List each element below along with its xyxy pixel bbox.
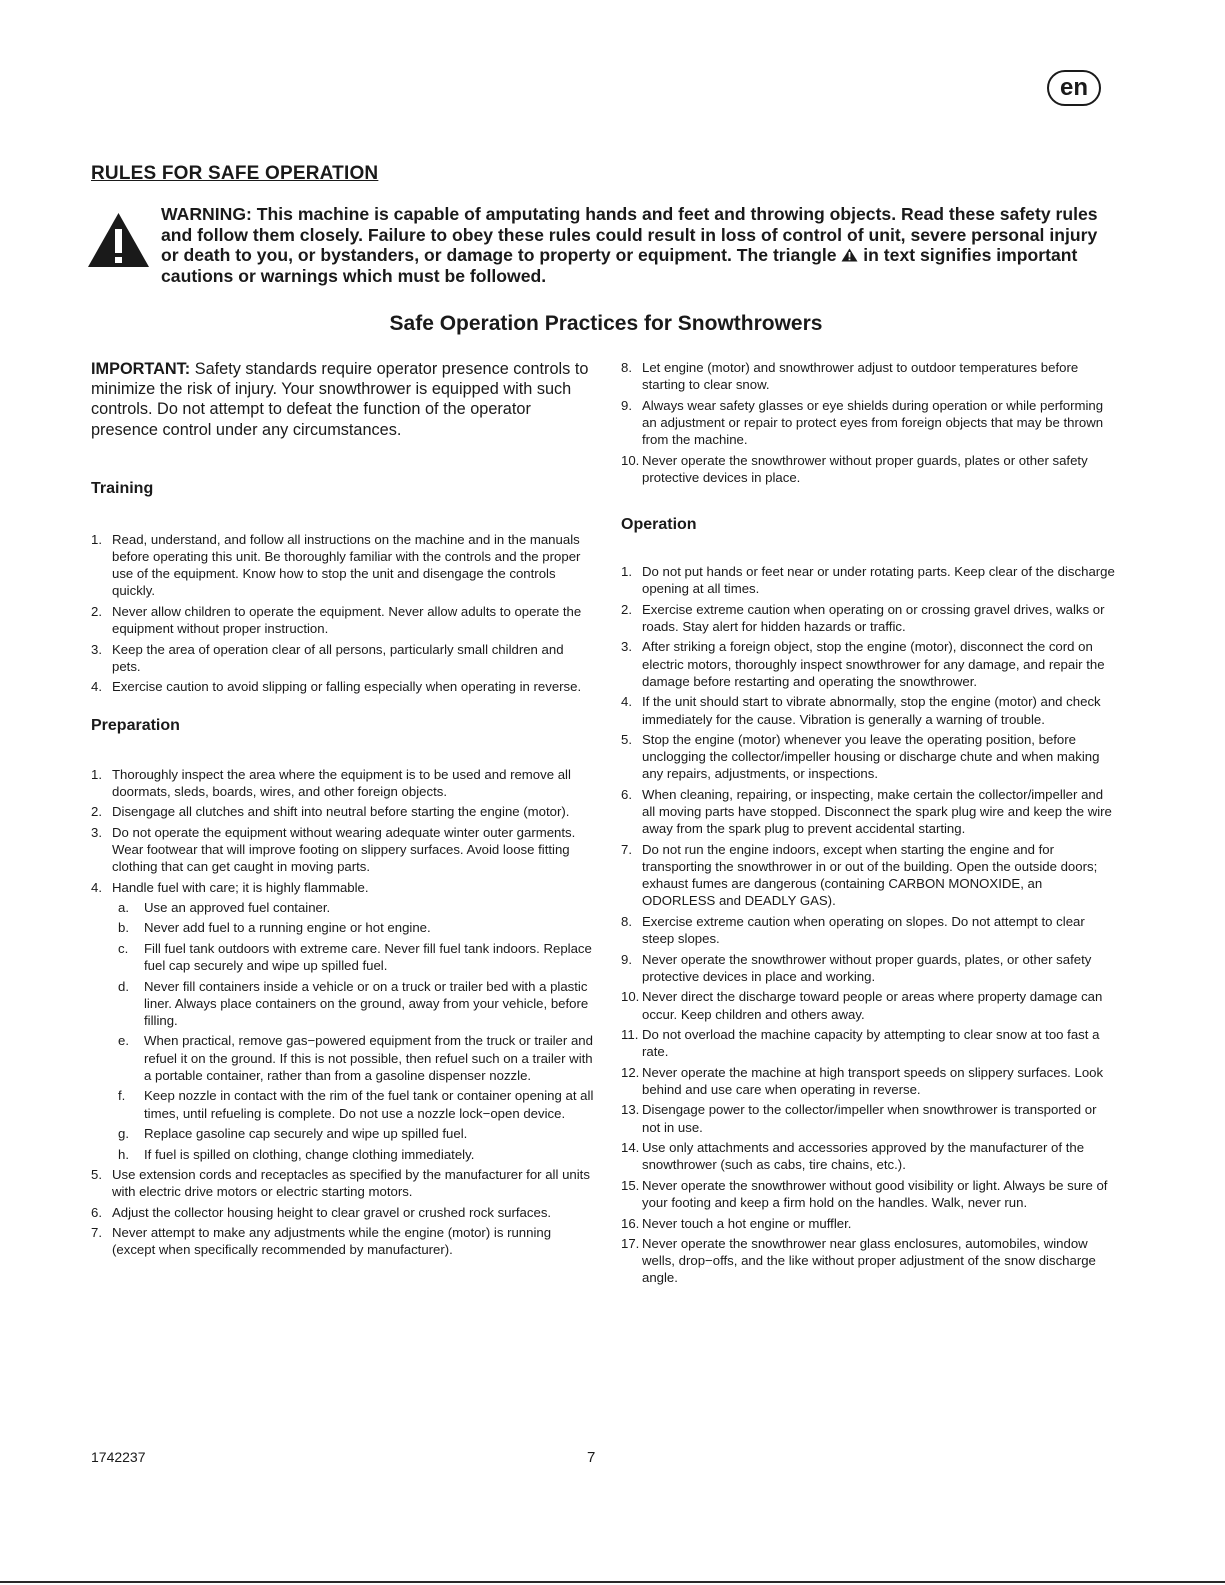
item-text: Never operate the snowthrower without proper guards, plates or other safety protective devices in place. bbox=[642, 452, 1088, 485]
fuel-sublist bbox=[112, 899, 594, 1163]
item-number: 6. bbox=[621, 786, 632, 802]
item-number: 5. bbox=[621, 732, 632, 748]
list-item bbox=[621, 1177, 1118, 1211]
warning-text-end: in text signifies important cautions or warnings which must be followed. bbox=[161, 245, 1078, 286]
item-number: 1. bbox=[621, 564, 632, 580]
item-text: Do not run the engine indoors, except when starting the engine and for transporting the snowthrower in or out of the building. Open the outside doors; exhaust fumes are dangerous (containing CARBON MONOXIDE, an ODORLESS and DEADLY GAS). bbox=[642, 841, 1098, 909]
item-number: 9. bbox=[621, 951, 632, 967]
item-text: Exercise caution to avoid slipping or falling especially when operating in reverse. bbox=[112, 679, 582, 695]
item-text: Never allow children to operate the equipment. Never allow adults to operate the equipment without proper instruction. bbox=[112, 603, 582, 637]
item-text: Read, understand, and follow all instructions on the machine and in the manuals before operating this unit. Be thoroughly familiar with the controls and the proper use of the equipment. Know how to stop the unit and disengage the controls quickly. bbox=[112, 531, 581, 599]
list-item bbox=[91, 1166, 594, 1200]
item-number: 3. bbox=[91, 641, 102, 657]
list-item bbox=[621, 1139, 1118, 1173]
operation-list bbox=[621, 563, 1118, 1287]
left-column bbox=[91, 359, 594, 1262]
item-text: Exercise extreme caution when operating on slopes. Do not attempt to clear steep slopes. bbox=[642, 913, 1085, 947]
list-item bbox=[91, 766, 594, 800]
item-text: Never fill containers inside a vehicle or on a truck or trailer bed with a plastic liner. Always place containers on the ground, away from your vehicle, before filling. bbox=[144, 978, 589, 1028]
list-item bbox=[621, 951, 1118, 985]
item-text: Never attempt to make any adjustments while the engine (motor) is running (except when specifically recommended by manufacturer). bbox=[112, 1225, 552, 1258]
item-text: Keep nozzle in contact with the rim of the fuel tank or container opening at all times, until refueling is complete. Do not use a nozzle lock−open device. bbox=[144, 1088, 594, 1121]
item-text: Never operate the snowthrower without proper guards, plates, or other safety protective devices in place and working. bbox=[642, 951, 1092, 984]
sublist-item bbox=[112, 1032, 594, 1084]
important-label: IMPORTANT: bbox=[91, 360, 191, 378]
item-number: 9. bbox=[621, 397, 632, 413]
item-number: 10. bbox=[621, 989, 640, 1005]
item-text: After striking a foreign object, stop the engine (motor), disconnect the cord on electric motors, thoroughly inspect snowthrower for any damage, and repair the damage before restarting and operating the snowthrower. bbox=[642, 639, 1105, 689]
item-text: Do not overload the machine capacity by attempting to clear snow at too fast a rate. bbox=[642, 1027, 1100, 1060]
list-item bbox=[91, 879, 594, 1163]
item-number: 4. bbox=[91, 679, 102, 695]
list-item bbox=[621, 1064, 1118, 1098]
item-text: Replace gasoline cap securely and wipe up spilled fuel. bbox=[144, 1126, 468, 1142]
bottom-divider bbox=[0, 1581, 1225, 1583]
item-text: When practical, remove gas−powered equipment from the truck or trailer and refuel it on the ground. If this is not possible, then refuel such on a trailer with a portable container, rather than from a gasoline dispenser nozzle. bbox=[144, 1033, 593, 1083]
inline-warning-triangle-icon bbox=[841, 248, 858, 262]
training-list bbox=[91, 531, 594, 696]
item-text: Adjust the collector housing height to clear gravel or crushed rock surfaces. bbox=[112, 1204, 552, 1220]
item-number: 15. bbox=[621, 1177, 640, 1193]
list-item bbox=[621, 786, 1118, 838]
item-letter: h. bbox=[118, 1146, 129, 1162]
list-item bbox=[621, 1235, 1118, 1287]
warning-triangle-icon bbox=[86, 211, 151, 269]
preparation-continued-list bbox=[621, 359, 1118, 486]
list-item bbox=[91, 824, 594, 876]
item-number: 3. bbox=[621, 639, 632, 655]
list-item bbox=[621, 359, 1118, 393]
item-text: If fuel is spilled on clothing, change clothing immediately. bbox=[144, 1146, 475, 1162]
language-badge: en bbox=[1047, 70, 1101, 106]
list-item bbox=[621, 731, 1118, 783]
item-text: Thoroughly inspect the area where the equipment is to be used and remove all doormats, sleds, boards, wires, and other foreign objects. bbox=[112, 766, 571, 799]
sublist-item bbox=[112, 978, 594, 1030]
item-number: 8. bbox=[621, 360, 632, 375]
item-text: Never touch a hot engine or muffler. bbox=[642, 1215, 852, 1231]
item-text: Use an approved fuel container. bbox=[144, 899, 331, 915]
item-number: 5. bbox=[91, 1167, 102, 1183]
sublist-item bbox=[112, 919, 594, 936]
list-item bbox=[621, 988, 1118, 1022]
list-item bbox=[621, 1215, 1118, 1232]
item-text: Never operate the machine at high transport speeds on slippery surfaces. Look behind and use care when operating in reverse. bbox=[642, 1064, 1104, 1097]
warning-text bbox=[161, 204, 1111, 286]
list-item bbox=[621, 452, 1118, 486]
item-text: Stop the engine (motor) whenever you leave the operating position, before unclogging the collector/impeller housing or discharge chute and when making any repairs, adjustments, or inspections. bbox=[642, 732, 1100, 782]
list-item bbox=[621, 841, 1118, 910]
list-item bbox=[91, 531, 594, 600]
page-number: 7 bbox=[587, 1449, 596, 1466]
item-number: 6. bbox=[91, 1204, 102, 1220]
item-text: Disengage power to the collector/impeller when snowthrower is transported or not in use. bbox=[642, 1102, 1097, 1135]
item-number: 14. bbox=[621, 1140, 640, 1156]
list-item bbox=[621, 693, 1118, 727]
sublist-item bbox=[112, 1146, 594, 1163]
item-number: 8. bbox=[621, 913, 632, 929]
item-text: Handle fuel with care; it is highly flammable. bbox=[112, 879, 369, 895]
item-number: 7. bbox=[621, 841, 632, 857]
item-number: 2. bbox=[621, 601, 632, 617]
sublist-item bbox=[112, 940, 594, 974]
item-text: Exercise extreme caution when operating on or crossing gravel drives, walks or roads. Stay alert for hidden hazards or traffic. bbox=[642, 601, 1105, 634]
training-heading: Training bbox=[91, 479, 154, 497]
item-number: 13. bbox=[621, 1102, 640, 1118]
list-item bbox=[621, 601, 1118, 635]
list-item bbox=[91, 1204, 594, 1221]
item-number: 3. bbox=[91, 824, 102, 840]
list-item bbox=[621, 397, 1118, 449]
item-text: Always wear safety glasses or eye shields during operation or while performing an adjustment or repair to protect eyes from foreign objects that may be thrown from the machine. bbox=[642, 397, 1104, 448]
sublist-item bbox=[112, 1087, 594, 1121]
item-text: Let engine (motor) and snowthrower adjust to outdoor temperatures before starting to clear snow. bbox=[642, 360, 1079, 393]
warning-text-main: WARNING: This machine is capable of amputating hands and feet and throwing objects. Read these safety rules and follow them closely. Failure to obey these rules could result in loss of control of unit, severe personal injury or death to you, or bystanders, or damage to property or equipment. The triangle bbox=[161, 204, 1098, 265]
item-text: Never add fuel to a running engine or hot engine. bbox=[144, 920, 431, 936]
item-number: 4. bbox=[621, 694, 632, 710]
list-item bbox=[91, 803, 594, 820]
item-letter: e. bbox=[118, 1033, 129, 1049]
list-item bbox=[621, 1026, 1118, 1060]
list-item bbox=[91, 1224, 594, 1258]
important-notice bbox=[91, 359, 594, 440]
list-item bbox=[621, 563, 1118, 597]
item-letter: g. bbox=[118, 1126, 129, 1142]
item-text: Keep the area of operation clear of all persons, particularly small children and pets. bbox=[112, 641, 564, 674]
list-item bbox=[91, 678, 594, 695]
item-text: Never direct the discharge toward people or areas where property damage can occur. Keep children and others away. bbox=[642, 989, 1103, 1022]
item-number: 11. bbox=[621, 1027, 639, 1043]
item-text: Disengage all clutches and shift into neutral before starting the engine (motor). bbox=[112, 804, 570, 820]
item-number: 4. bbox=[91, 879, 102, 895]
item-number: 17. bbox=[621, 1236, 640, 1252]
item-number: 1. bbox=[91, 531, 102, 547]
list-item bbox=[91, 603, 594, 637]
list-item bbox=[621, 638, 1118, 690]
item-text: Fill fuel tank outdoors with extreme care. Never fill fuel tank indoors. Replace fuel cap securely and wipe up spilled fuel. bbox=[144, 940, 592, 974]
list-item bbox=[621, 913, 1118, 947]
item-text: Never operate the snowthrower without good visibility or light. Always be sure of your footing and keep a firm hold on the handles. Walk, never run. bbox=[642, 1177, 1108, 1211]
right-column bbox=[621, 359, 1118, 1290]
item-letter: b. bbox=[118, 920, 129, 936]
item-number: 16. bbox=[621, 1215, 640, 1231]
item-number: 7. bbox=[91, 1225, 102, 1241]
item-number: 10. bbox=[621, 452, 640, 468]
item-text: Never operate the snowthrower near glass enclosures, automobiles, window wells, drop−offs, and the like without proper adjustment of the snow discharge angle. bbox=[642, 1236, 1096, 1286]
sublist-item bbox=[112, 899, 594, 916]
item-letter: c. bbox=[118, 940, 129, 956]
item-text: If the unit should start to vibrate abnormally, stop the engine (motor) and check immediately for the cause. Vibration is generally a warning of trouble. bbox=[642, 694, 1101, 727]
item-text: Use only attachments and accessories approved by the manufacturer of the snowthrower (such as cabs, tire chains, etc.). bbox=[642, 1140, 1085, 1173]
sublist-item bbox=[112, 1125, 594, 1142]
preparation-list bbox=[91, 766, 594, 1259]
list-item bbox=[91, 641, 594, 675]
item-text: Use extension cords and receptacles as specified by the manufacturer for all units with electric drive motors or electric starting motors. bbox=[112, 1167, 590, 1200]
list-item bbox=[621, 1101, 1118, 1135]
item-number: 1. bbox=[91, 766, 102, 782]
main-title: Safe Operation Practices for Snowthrowers bbox=[389, 312, 823, 335]
item-letter: a. bbox=[118, 899, 129, 915]
document-code: 1742237 bbox=[91, 1449, 146, 1465]
section-title: RULES FOR SAFE OPERATION bbox=[91, 163, 379, 184]
item-letter: f. bbox=[118, 1088, 126, 1104]
item-text: Do not operate the equipment without wearing adequate winter outer garments. Wear footwear that will improve footing on slippery surfaces. Avoid loose fitting clothing that can get caught in moving parts. bbox=[112, 824, 576, 875]
operation-heading: Operation bbox=[621, 516, 697, 534]
item-number: 12. bbox=[621, 1064, 640, 1080]
item-text: Do not put hands or feet near or under rotating parts. Keep clear of the discharge opening at all times. bbox=[642, 564, 1115, 597]
preparation-heading: Preparation bbox=[91, 716, 180, 734]
important-text: Safety standards require operator presence controls to minimize the risk of injury. Your snowthrower is equipped with such controls. Do not attempt to defeat the function of the operator presence control under any circumstances. bbox=[91, 360, 589, 439]
item-number: 2. bbox=[91, 804, 102, 820]
item-text: When cleaning, repairing, or inspecting, make certain the collector/impeller and all moving parts have stopped. Disconnect the spark plug wire and keep the wire away from the spark plug to prevent accidental starting. bbox=[642, 786, 1112, 837]
item-number: 2. bbox=[91, 603, 102, 619]
item-letter: d. bbox=[118, 978, 129, 994]
